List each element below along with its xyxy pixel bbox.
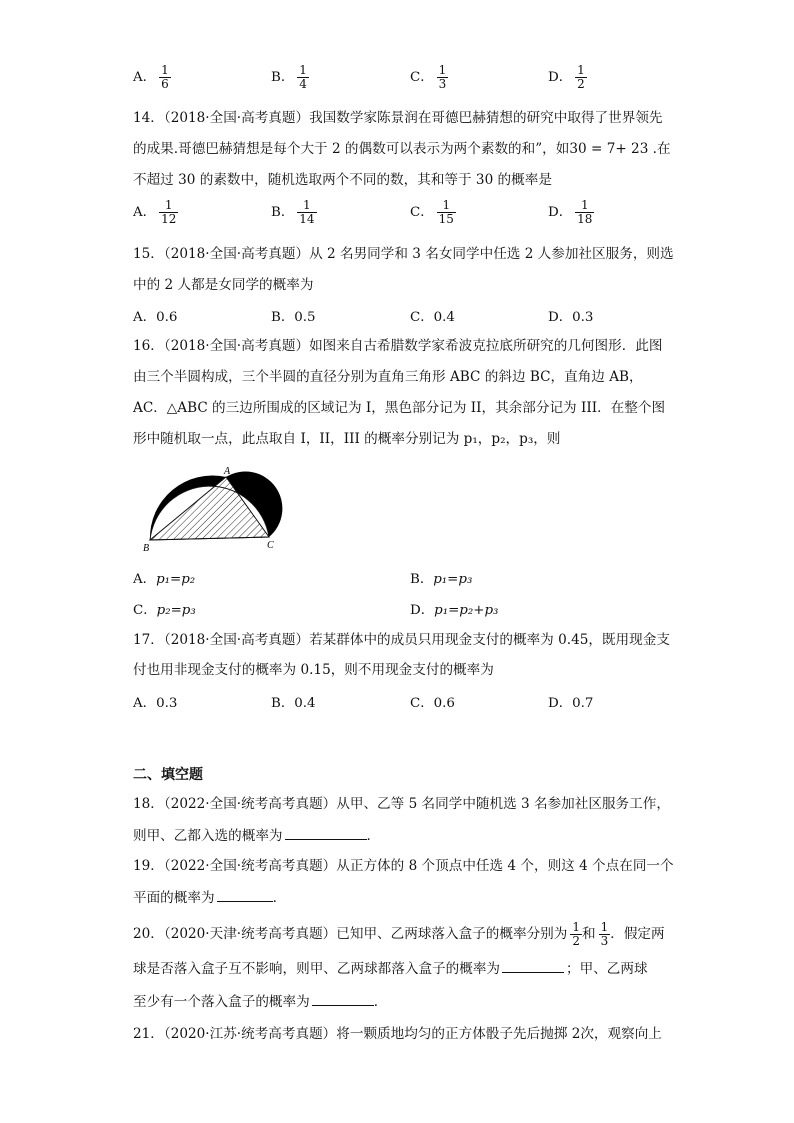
- question-text: 从 2 名男同学和 3 名女同学中任选 2 人参加社区服务，则选: [309, 246, 674, 262]
- fraction: $\frac{1}{14}$: [299, 198, 315, 226]
- option-letter: C．: [410, 70, 434, 85]
- q13-option-c: [410, 64, 448, 91]
- q17-option-b: B．0.4: [271, 696, 316, 711]
- label-a: A: [224, 466, 231, 477]
- lune-figure: [138, 462, 298, 554]
- question-number: 20．: [133, 926, 164, 942]
- section-title: 二、填空题: [133, 767, 203, 783]
- q13-option-a: [133, 64, 171, 91]
- q14-line2: 的成果.哥德巴赫猜想是每个大于 2 的偶数可以表示为两个素数的和”，如30 = 7+ 23 .在: [133, 141, 671, 157]
- fraction: $\frac{1}{2}$: [577, 63, 585, 91]
- answer-blank[interactable]: [217, 887, 273, 902]
- fraction: $\frac{1}{3}$: [438, 63, 447, 91]
- q14-option-d: D． $\frac{1}{18}$: [548, 198, 593, 226]
- q14-option-b: B． $\frac{1}{14}$: [271, 198, 315, 226]
- q16-option-d: D．p₁=p₂+p₃: [410, 603, 499, 618]
- q19-line2: 平面的概率为 ．: [133, 887, 286, 908]
- q16-option-a: A．p₁=p₂: [133, 572, 196, 587]
- q13-option-d: [548, 64, 587, 91]
- q17-line1: [133, 630, 670, 650]
- question-text: 如图来自古希腊数学家希波克拉底所研究的几何图形．此图: [309, 338, 663, 354]
- q20-line1: 20．（2020·天津·统考高考真题）已知甲、乙两球落入盒子的概率分别为 $\frac{1}{2}$ 和 $\frac{1}{3}$ ．假定两: [133, 920, 665, 948]
- question-source: （2018·全国·高考真题）: [163, 632, 310, 648]
- option-letter: B．: [271, 70, 295, 85]
- question-source: （2018·全国·高考真题）: [163, 110, 310, 126]
- question-number: 18．: [133, 796, 164, 812]
- label-b: B: [143, 543, 150, 554]
- fraction: $\frac{1}{18}$: [577, 198, 593, 226]
- q17-option-c: C．0.6: [410, 696, 455, 711]
- answer-blank-1[interactable]: [502, 958, 564, 973]
- q16-line1: [133, 336, 663, 356]
- fraction: $\frac{1}{15}$: [438, 198, 454, 226]
- q16-line2: 由三个半圆构成，三个半圆的直径分别为直角三角形 ABC 的斜边 BC，直角边 AB，: [133, 369, 643, 385]
- fraction: $\frac{1}{6}$: [161, 63, 169, 91]
- question-text: 若某群体中的成员只用现金支付的概率为 0.45，既用现金支: [309, 632, 670, 648]
- question-source: （2022·全国·统考高考真题）: [163, 796, 337, 812]
- question-text: 我国数学家陈景润在哥德巴赫猜想的研究中取得了世界领先: [309, 110, 663, 126]
- question-number: 17．: [133, 632, 164, 648]
- question-number: 15．: [133, 246, 164, 262]
- q20-line2: 球是否落入盒子互不影响，则甲、乙两球都落入盒子的概率为 ；甲、乙两球: [133, 958, 648, 979]
- question-source: （2018·全国·高考真题）: [163, 338, 310, 354]
- question-number: 21．: [133, 1026, 164, 1042]
- q18-line1: [133, 794, 670, 814]
- option-letter: A．: [133, 70, 157, 85]
- question-source: （2018·全国·高考真题）: [163, 246, 310, 262]
- q14-option-a: A． $\frac{1}{12}$: [133, 198, 177, 226]
- q14-line3: 不超过 30 的素数中，随机选取两个不同的数，其和等于 30 的概率是: [133, 172, 552, 188]
- question-source: （2022·全国·统考高考真题）: [163, 858, 337, 874]
- q17-line2: 付也用非现金支付的概率为 0.15，则不用现金支付的概率为: [133, 662, 494, 678]
- fraction-one-third: $\frac{1}{3}$: [600, 920, 609, 948]
- fraction: $\frac{1}{4}$: [299, 63, 307, 91]
- question-text: 从甲、乙等 5 名同学中随机选 3 名参加社区服务工作，: [336, 796, 670, 812]
- question-text: 将一颗质地均匀的正方体骰子先后抛掷 2次，观察向上: [336, 1026, 662, 1042]
- question-number: 19．: [133, 858, 164, 874]
- q14-line1: [133, 108, 663, 128]
- q20-line3: 至少有一个落入盒子的概率为 ．: [133, 991, 387, 1012]
- q16-line4: 形中随机取一点，此点取自 I，II，III 的概率分别记为 p₁，p₂，p₃，则: [133, 431, 561, 447]
- q19-line1: [133, 856, 674, 876]
- q16-option-b: B．p₁=p₃: [410, 572, 473, 587]
- fraction: $\frac{1}{12}$: [161, 198, 177, 226]
- answer-blank[interactable]: [285, 825, 367, 840]
- question-source: （2020·江苏·统考高考真题）: [163, 1026, 337, 1042]
- fraction-one-half: $\frac{1}{2}$: [572, 920, 581, 948]
- q15-line2: 中的 2 人都是女同学的概率为: [133, 277, 314, 293]
- q16-line3: AC．△ABC 的三边所围成的区域记为 I，黑色部分记为 II，其余部分记为 III．在整个图: [133, 400, 666, 416]
- q14-option-c: C． $\frac{1}{15}$: [410, 198, 454, 226]
- question-number: 14．: [133, 110, 164, 126]
- option-letter: D．: [548, 70, 573, 85]
- q17-option-d: D．0.7: [548, 696, 594, 711]
- q15-option-c: C．0.4: [410, 310, 455, 325]
- answer-blank-2[interactable]: [312, 991, 374, 1006]
- q15-line1: [133, 244, 674, 264]
- q15-option-d: D．0.3: [548, 310, 594, 325]
- q21-line1: [133, 1024, 662, 1044]
- question-text: 从正方体的 8 个顶点中任选 4 个，则这 4 个点在同一个: [336, 858, 674, 874]
- q17-option-a: A．0.3: [133, 696, 178, 711]
- question-source: （2020·天津·统考高考真题）: [163, 926, 337, 942]
- q18-line2: 则甲、乙都入选的概率为 ．: [133, 825, 380, 846]
- q13-option-b: [271, 64, 309, 91]
- q15-option-b: B．0.5: [271, 310, 316, 325]
- question-number: 16．: [133, 338, 164, 354]
- label-c: C: [267, 540, 274, 551]
- q16-option-c: C．p₂=p₃: [133, 603, 196, 618]
- q15-option-a: A．0.6: [133, 310, 178, 325]
